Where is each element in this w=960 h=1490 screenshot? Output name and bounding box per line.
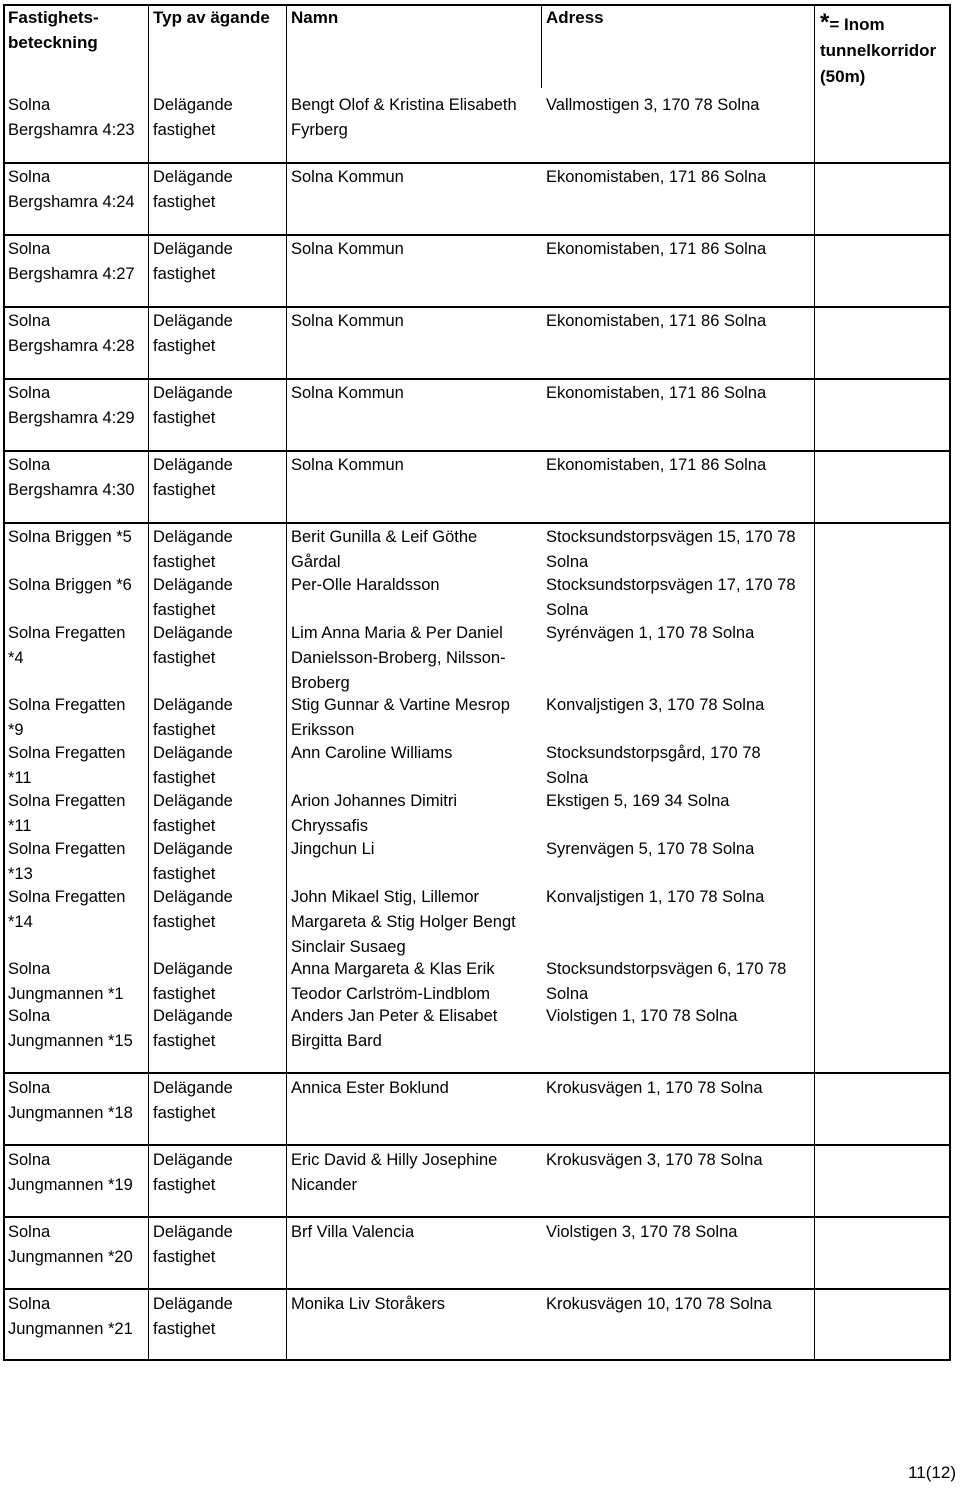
row-fastighet: Solna Bergshamra 4:27 bbox=[8, 240, 135, 283]
row-typ: Delägande fastighet bbox=[153, 96, 233, 139]
row-typ: Delägande fastighet bbox=[153, 1223, 233, 1266]
header-adress: Adress bbox=[546, 8, 604, 27]
row-divider bbox=[3, 378, 951, 380]
row-fastighet: Solna Bergshamra 4:30 bbox=[8, 456, 135, 499]
row-namn: Per-Olle Haraldsson bbox=[291, 576, 440, 594]
row-namn: Anna Margareta & Klas Erik Teodor Carlström-Lindblom bbox=[291, 960, 495, 1003]
row-divider bbox=[3, 1288, 951, 1290]
row-divider bbox=[3, 1144, 951, 1146]
row-fastighet: Solna Jungmannen *15 bbox=[8, 1007, 133, 1050]
row-fastighet: Solna Bergshamra 4:23 bbox=[8, 96, 135, 139]
row-fastighet: Solna Briggen *5 bbox=[8, 528, 132, 546]
row-fastighet: Solna Jungmannen *19 bbox=[8, 1151, 133, 1194]
row-adress: Ekstigen 5, 169 34 Solna bbox=[546, 792, 730, 810]
row-typ: Delägande fastighet bbox=[153, 1007, 233, 1050]
row-divider bbox=[3, 234, 951, 236]
row-divider bbox=[3, 1216, 951, 1218]
row-typ: Delägande fastighet bbox=[153, 744, 233, 787]
row-divider bbox=[3, 522, 951, 524]
row-typ: Delägande fastighet bbox=[153, 960, 233, 1003]
row-namn: Berit Gunilla & Leif Göthe Gårdal bbox=[291, 528, 478, 571]
row-typ: Delägande fastighet bbox=[153, 696, 233, 739]
header-typ-av-agande: Typ av ägande bbox=[153, 8, 270, 27]
row-adress: Ekonomistaben, 171 86 Solna bbox=[546, 240, 767, 258]
header-namn: Namn bbox=[291, 8, 339, 27]
row-namn: Arion Johannes Dimitri Chryssafis bbox=[291, 792, 457, 835]
row-typ: Delägande fastighet bbox=[153, 312, 233, 355]
row-typ: Delägande fastighet bbox=[153, 1079, 233, 1122]
row-adress: Krokusvägen 3, 170 78 Solna bbox=[546, 1151, 763, 1169]
row-fastighet: Solna Bergshamra 4:28 bbox=[8, 312, 135, 355]
row-namn: John Mikael Stig, Lillemor Margareta & Stig Holger Bengt Sinclair Susaeg bbox=[291, 888, 516, 956]
row-divider bbox=[3, 1072, 951, 1074]
row-typ: Delägande fastighet bbox=[153, 576, 233, 619]
tunnel-note-text: = Inom tunnelkorridor (50m) bbox=[820, 15, 937, 86]
row-namn: Solna Kommun bbox=[291, 168, 404, 186]
row-adress: Ekonomistaben, 171 86 Solna bbox=[546, 312, 767, 330]
row-adress: Stocksundstorpsgård, 170 78 Solna bbox=[546, 744, 761, 787]
row-typ: Delägande fastighet bbox=[153, 840, 233, 883]
row-adress: Stocksundstorpsvägen 17, 170 78 Solna bbox=[546, 576, 796, 619]
row-adress: Konvaljstigen 3, 170 78 Solna bbox=[546, 696, 765, 714]
row-adress: Konvaljstigen 1, 170 78 Solna bbox=[546, 888, 765, 906]
row-adress: Ekonomistaben, 171 86 Solna bbox=[546, 456, 767, 474]
row-divider bbox=[3, 306, 951, 308]
row-fastighet: Solna Bergshamra 4:29 bbox=[8, 384, 135, 427]
row-namn: Ann Caroline Williams bbox=[291, 744, 453, 762]
row-typ: Delägande fastighet bbox=[153, 1295, 233, 1338]
row-namn: Stig Gunnar & Vartine Mesrop Eriksson bbox=[291, 696, 510, 739]
row-typ: Delägande fastighet bbox=[153, 1151, 233, 1194]
row-typ: Delägande fastighet bbox=[153, 528, 233, 571]
row-namn: Solna Kommun bbox=[291, 240, 404, 258]
row-fastighet: Solna Fregatten *11 bbox=[8, 792, 126, 835]
row-fastighet: Solna Fregatten *4 bbox=[8, 624, 126, 667]
row-fastighet: Solna Jungmannen *21 bbox=[8, 1295, 133, 1338]
row-namn: Annica Ester Boklund bbox=[291, 1079, 449, 1097]
column-divider bbox=[148, 4, 149, 1361]
row-namn: Solna Kommun bbox=[291, 384, 404, 402]
row-fastighet: Solna Briggen *6 bbox=[8, 576, 132, 594]
row-namn: Monika Liv Storåkers bbox=[291, 1295, 446, 1313]
row-typ: Delägande fastighet bbox=[153, 456, 233, 499]
row-namn: Brf Villa Valencia bbox=[291, 1223, 415, 1241]
row-adress: Ekonomistaben, 171 86 Solna bbox=[546, 168, 767, 186]
row-typ: Delägande fastighet bbox=[153, 792, 233, 835]
column-divider bbox=[814, 4, 815, 1361]
row-fastighet: Solna Bergshamra 4:24 bbox=[8, 168, 135, 211]
row-fastighet: Solna Jungmannen *1 bbox=[8, 960, 124, 1003]
row-adress: Syrénvägen 1, 170 78 Solna bbox=[546, 624, 755, 642]
row-namn: Eric David & Hilly Josephine Nicander bbox=[291, 1151, 498, 1194]
row-adress: Violstigen 3, 170 78 Solna bbox=[546, 1223, 738, 1241]
row-adress: Krokusvägen 10, 170 78 Solna bbox=[546, 1295, 772, 1313]
row-fastighet: Solna Jungmannen *18 bbox=[8, 1079, 133, 1122]
row-divider bbox=[3, 162, 951, 164]
row-adress: Violstigen 1, 170 78 Solna bbox=[546, 1007, 738, 1025]
row-typ: Delägande fastighet bbox=[153, 384, 233, 427]
row-namn: Solna Kommun bbox=[291, 456, 404, 474]
row-fastighet: Solna Fregatten *9 bbox=[8, 696, 126, 739]
header-fastighetsbeteckning: Fastighets- beteckning bbox=[8, 8, 99, 52]
tunnel-note bbox=[820, 10, 948, 90]
row-fastighet: Solna Fregatten *13 bbox=[8, 840, 126, 883]
row-fastighet: Solna Fregatten *11 bbox=[8, 744, 126, 787]
row-adress: Krokusvägen 1, 170 78 Solna bbox=[546, 1079, 763, 1097]
row-typ: Delägande fastighet bbox=[153, 624, 233, 667]
row-typ: Delägande fastighet bbox=[153, 168, 233, 211]
row-typ: Delägande fastighet bbox=[153, 240, 233, 283]
row-namn: Solna Kommun bbox=[291, 312, 404, 330]
row-namn: Anders Jan Peter & Elisabet Birgitta Bard bbox=[291, 1007, 498, 1050]
asterisk-marker: * bbox=[820, 9, 830, 36]
row-fastighet: Solna Jungmannen *20 bbox=[8, 1223, 133, 1266]
row-adress: Stocksundstorpsvägen 6, 170 78 Solna bbox=[546, 960, 787, 1003]
row-namn: Bengt Olof & Kristina Elisabeth Fyrberg bbox=[291, 96, 517, 139]
row-namn: Jingchun Li bbox=[291, 840, 375, 858]
row-adress: Ekonomistaben, 171 86 Solna bbox=[546, 384, 767, 402]
row-typ: Delägande fastighet bbox=[153, 888, 233, 931]
page-number: 11(12) bbox=[908, 1463, 956, 1482]
row-adress: Vallmostigen 3, 170 78 Solna bbox=[546, 96, 760, 114]
row-divider bbox=[3, 450, 951, 452]
row-adress: Syrenvägen 5, 170 78 Solna bbox=[546, 840, 755, 858]
row-adress: Stocksundstorpsvägen 15, 170 78 Solna bbox=[546, 528, 796, 571]
row-namn: Lim Anna Maria & Per Daniel Danielsson-Broberg, Nilsson- Broberg bbox=[291, 624, 506, 692]
row-fastighet: Solna Fregatten *14 bbox=[8, 888, 126, 931]
column-divider bbox=[541, 4, 542, 88]
